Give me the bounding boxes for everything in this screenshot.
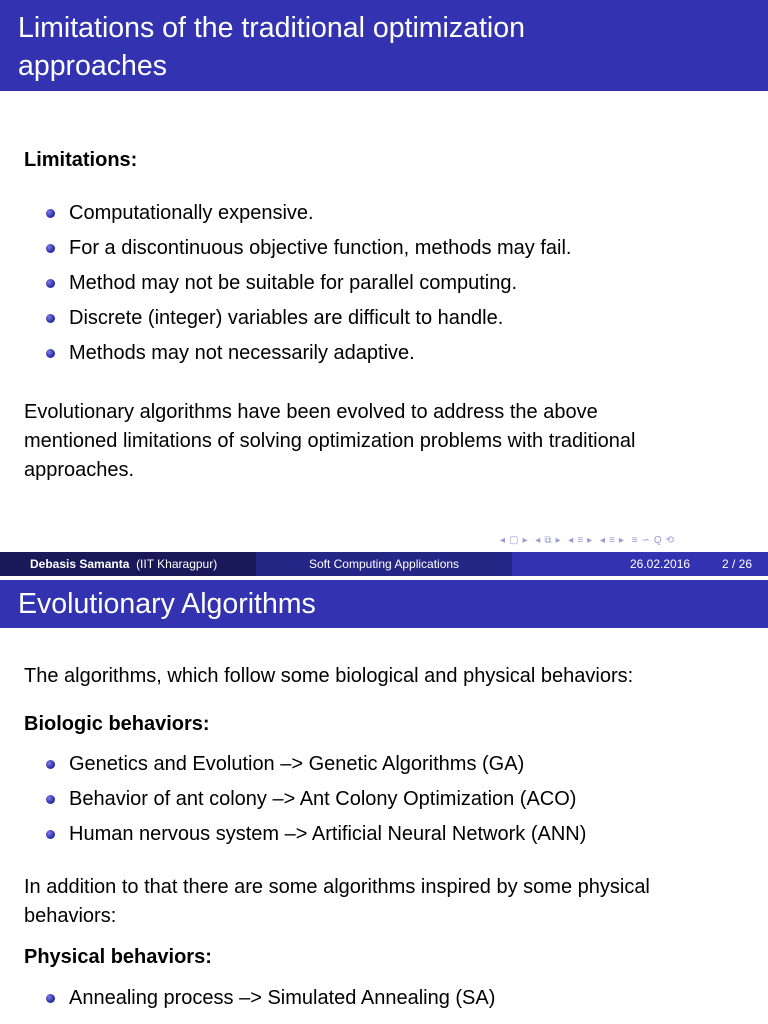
bullet-icon: [46, 349, 55, 358]
slide-evolutionary-algorithms: [0, 576, 768, 1024]
intro-paragraph: The algorithms, which follow some biological and physical behaviors:: [24, 665, 634, 687]
nav-next-icon[interactable]: ▸: [555, 535, 562, 546]
list-item: Discrete (integer) variables are difficult to handle.: [0, 301, 571, 336]
nav-prev-icon[interactable]: ◂: [599, 535, 606, 546]
list-item: Methods may not necessarily adaptive.: [0, 336, 571, 371]
slide-title-bar: [0, 0, 768, 91]
nav-next-icon[interactable]: ▸: [587, 535, 594, 546]
nav-subsection-icon[interactable]: ⧉: [544, 535, 553, 546]
nav-next-icon[interactable]: ▸: [522, 535, 529, 546]
bullet-icon: [46, 244, 55, 253]
nav-back-icon[interactable]: ∽: [641, 535, 651, 546]
nav-document-icon[interactable]: ≡: [609, 535, 616, 546]
nav-section-icon[interactable]: ≡: [577, 535, 585, 546]
nav-frame-icon[interactable]: ▢: [509, 535, 520, 546]
nav-prev-icon[interactable]: ◂: [500, 535, 507, 546]
bullet-icon: [46, 795, 55, 804]
nav-next-icon[interactable]: ▸: [618, 535, 625, 546]
slide-title: Evolutionary Algorithms: [18, 588, 316, 620]
limitations-heading: Limitations:: [24, 149, 138, 171]
biologic-list: [0, 747, 586, 852]
bullet-icon: [46, 760, 55, 769]
footer-author: Debasis Samanta: [30, 557, 130, 571]
bullet-icon: [46, 209, 55, 218]
bullet-icon: [46, 279, 55, 288]
slide-title: Limitations of the traditional optimization approaches: [18, 12, 525, 82]
list-item: For a discontinuous objective function, methods may fail.: [0, 231, 571, 266]
nav-toc-icon[interactable]: ≡: [631, 535, 639, 546]
list-item: Method may not be suitable for parallel computing.: [0, 266, 571, 301]
physical-intro-paragraph: In addition to that there are some algorithms inspired by some physical behaviors:: [24, 876, 650, 927]
footer-date-segment: [512, 552, 768, 576]
nav-prev-icon[interactable]: ◂: [568, 535, 575, 546]
nav-prev-icon[interactable]: ◂: [535, 535, 542, 546]
biologic-heading: Biologic behaviors:: [24, 713, 210, 735]
list-item: Behavior of ant colony –> Ant Colony Optimization (ACO): [0, 782, 586, 817]
beamer-navigation-bar[interactable]: [500, 534, 678, 548]
list-item: Annealing process –> Simulated Annealing (SA): [0, 981, 495, 1016]
nav-refresh-icon[interactable]: ⟲: [665, 535, 676, 546]
limitations-list: [0, 196, 571, 371]
bullet-icon: [46, 830, 55, 839]
slide-footer: [0, 552, 768, 576]
list-item: Genetics and Evolution –> Genetic Algorithms (GA): [0, 747, 586, 782]
list-item: Computationally expensive.: [0, 196, 571, 231]
physical-list: [0, 981, 495, 1016]
bullet-icon: [46, 994, 55, 1003]
bullet-icon: [46, 314, 55, 323]
footer-affiliation: (IIT Kharagpur): [136, 557, 218, 571]
physical-heading: Physical behaviors:: [24, 946, 212, 968]
footer-course-segment: [256, 552, 512, 576]
footer-page-number: 2 / 26: [722, 557, 753, 571]
summary-paragraph: Evolutionary algorithms have been evolved to address the above mentioned limitations of solving optimization problems with traditional approaches.: [24, 401, 636, 481]
footer-author-segment: [0, 552, 256, 576]
slide-title-bar: [0, 580, 768, 628]
list-item: Human nervous system –> Artificial Neural Network (ANN): [0, 817, 586, 852]
footer-date: 26.02.2016: [630, 557, 691, 571]
nav-search-icon[interactable]: Q: [653, 535, 663, 546]
footer-course: Soft Computing Applications: [308, 557, 460, 571]
